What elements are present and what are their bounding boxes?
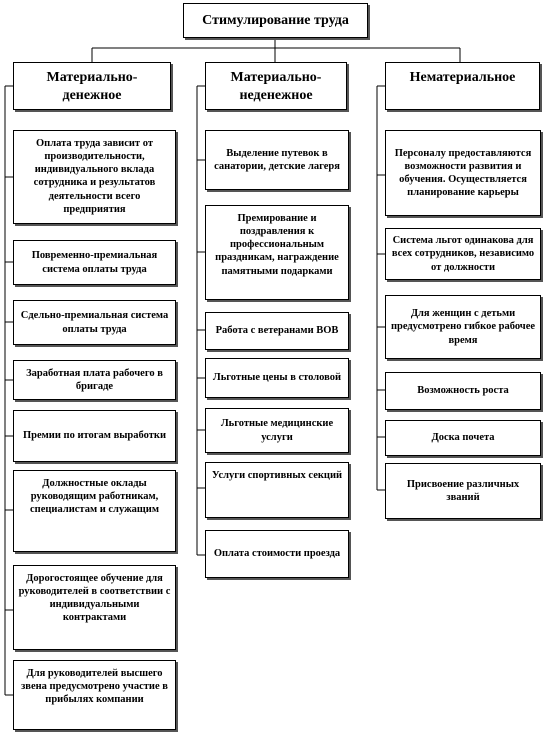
list-item: Льготные цены в столовой xyxy=(205,358,349,398)
list-item: Льготные медицинские услуги xyxy=(205,408,349,453)
list-item: Дорогостоящее обучение для руководителей в соответствии с индивидуальными контрактами xyxy=(13,565,176,650)
diagram-title: Стимулирование труда xyxy=(183,3,368,38)
column-heading-material-monetary: Материально-денежное xyxy=(13,62,171,110)
list-item: Повременно-премиальная система оплаты труда xyxy=(13,240,176,285)
list-item: Персоналу предоставляются возможности развития и обучения. Осуществляется планирование карьеры xyxy=(385,130,541,216)
list-item: Присвоение различных званий xyxy=(385,463,541,519)
list-item: Премирование и поздравления к профессиональным праздникам, награждение памятными подарками xyxy=(205,205,349,300)
list-item: Оплата труда зависит от производительности, индивидуального вклада сотрудника и результатов деятельности всего предприятия xyxy=(13,130,176,224)
list-item: Для руководителей высшего звена предусмотрено участие в прибылях компании xyxy=(13,660,176,730)
list-item: Заработная плата рабочего в бригаде xyxy=(13,360,176,400)
list-item: Должностные оклады руководящим работникам, специалистам и служащим xyxy=(13,470,176,552)
list-item: Премии по итогам выработки xyxy=(13,410,176,462)
list-item: Выделение путевок в санатории, детские лагеря xyxy=(205,130,349,190)
list-item: Оплата стоимости проезда xyxy=(205,530,349,578)
list-item: Сдельно-премиальная система оплаты труда xyxy=(13,300,176,345)
list-item: Система льгот одинакова для всех сотрудников, независимо от должности xyxy=(385,228,541,280)
column-heading-nonmaterial: Нематериальное xyxy=(385,62,540,110)
list-item: Услуги спортивных секций xyxy=(205,462,349,518)
list-item: Для женщин с детьми предусмотрено гибкое рабочее время xyxy=(385,295,541,359)
list-item: Доска почета xyxy=(385,420,541,456)
list-item: Возможность роста xyxy=(385,372,541,410)
list-item: Работа с ветеранами ВОВ xyxy=(205,312,349,350)
column-heading-material-nonmonetary: Материально-неденежное xyxy=(205,62,347,110)
